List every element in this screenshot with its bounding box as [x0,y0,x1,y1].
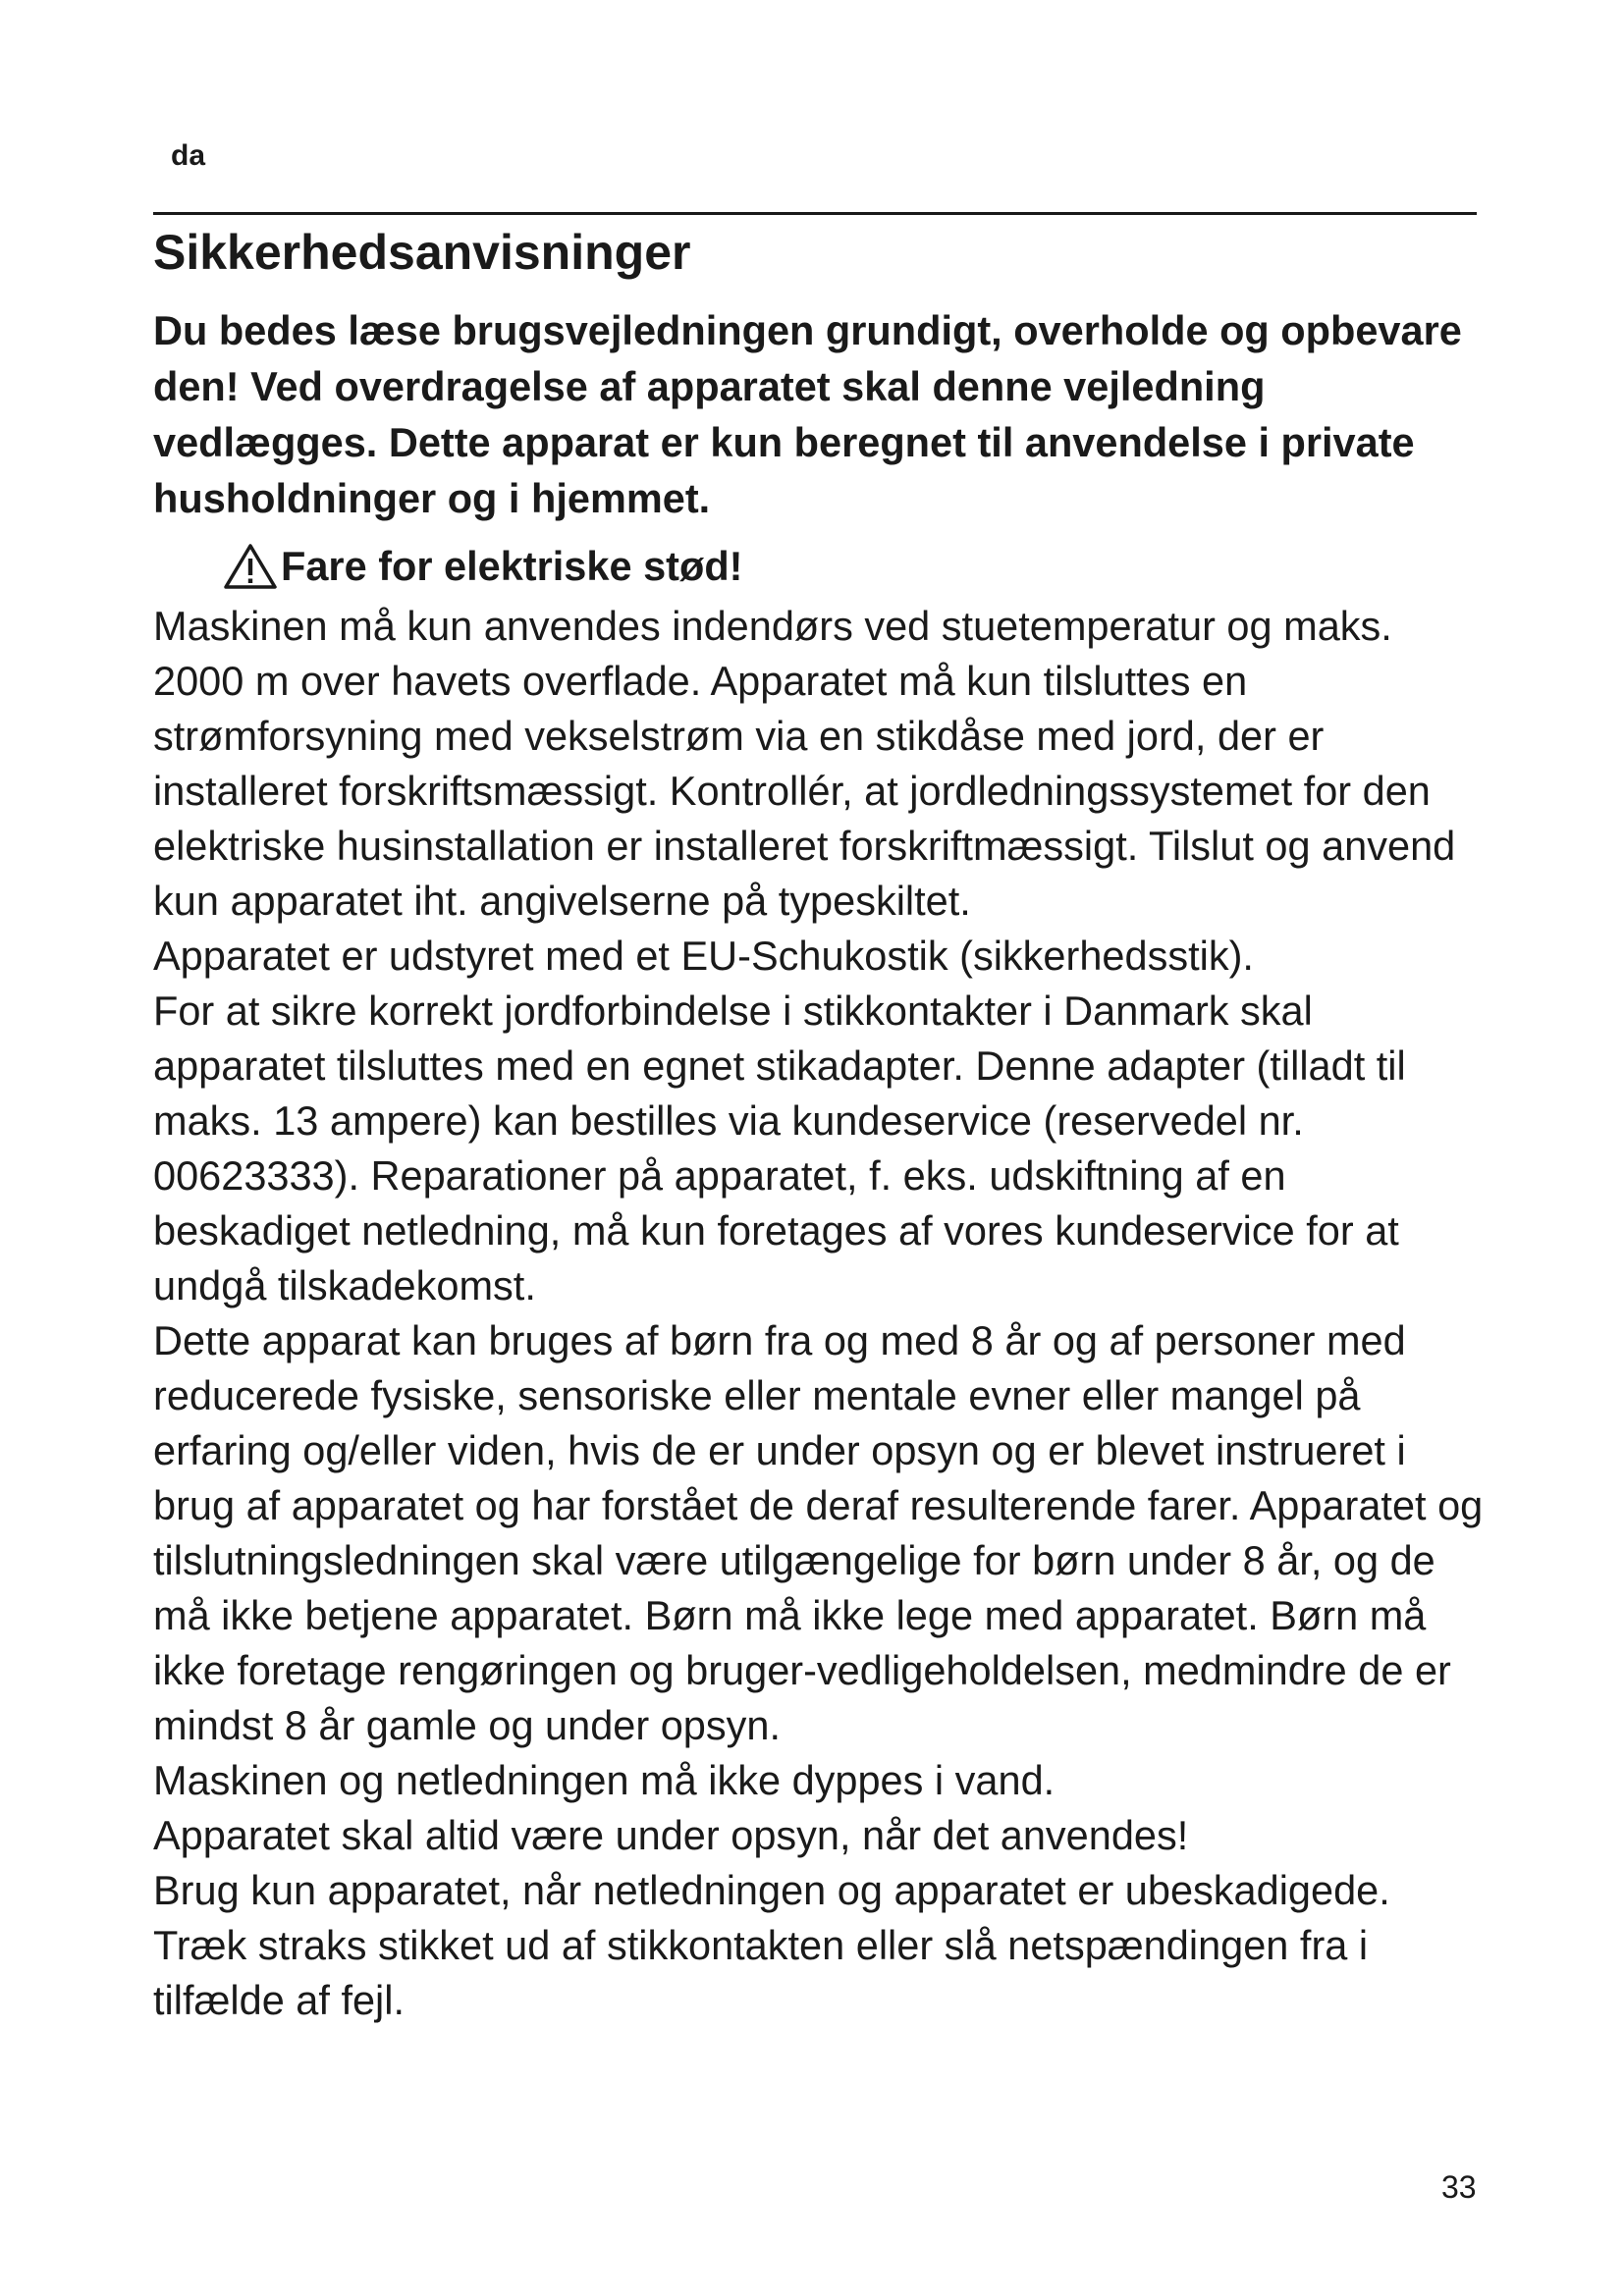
warning-heading-row [222,542,743,591]
body-text [153,599,1489,2028]
language-code: da [171,139,206,172]
page-number: 33 [1441,2169,1477,2205]
header-divider [153,212,1477,215]
section-title: Sikkerhedsanvisninger [153,225,691,280]
paragraph: Dette apparat kan bruges af børn fra og med 8 år og af personer med reducerede fysiske, sensoriske eller mentale evner eller mangel på erfaring og/eller viden, hvis de er under opsyn og er blevet instrueret i brug af apparatet og har forstået de deraf resulterende farer. Apparatet og tilslutningsledningen skal være utilgængelige for børn under 8 år, og de må ikke betjene apparatet. Børn må ikke lege med apparatet. Børn må ikke foretage rengøringen og bruger-vedligeholdelsen, medmindre de er mindst 8 år gamle og under opsyn. [153,1317,1484,1748]
warning-heading: Fare for elektriske stød! [281,543,743,589]
paragraph: Brug kun apparatet, når netledningen og apparatet er ubeskadigede. Træk straks stikket ud af stikkontakten eller slå netspændingen fra i tilfælde af fejl. [153,1867,1390,2023]
paragraph: Maskinen må kun anvendes indendørs ved stuetemperatur og maks. 2000 m over havets overflade. Apparatet må kun tilsluttes en strømforsyning med vekselstrøm via en stikdåse med jord, der er installeret forskriftsmæssigt. Kontrollér, at jordledningssystemet for den elektriske husinstallation er installeret forskriftmæssigt. Tilslut og anvend kun apparatet iht. angivelserne på typeskiltet. [153,603,1456,924]
intro-text: Du bedes læse brugsvejledningen grundigt, overholde og opbevare den! Ved overdragelse af apparatet skal denne vejledning vedlægges. Dette apparat er kun beregnet til anvendelse i private husholdninger og i hjemmet. [153,307,1462,521]
paragraph: Apparatet skal altid være under opsyn, når det anvendes! [153,1812,1189,1858]
paragraph: Apparatet er udstyret med et EU-Schukostik (sikkerhedsstik). [153,933,1254,979]
paragraph: Maskinen og netledningen må ikke dyppes i vand. [153,1757,1056,1803]
warning-triangle-icon [222,542,279,591]
paragraph: For at sikre korrekt jordforbindelse i stikkontakter i Danmark skal apparatet tilsluttes med en egnet stikadapter. Denne adapter (tilladt til maks. 13 ampere) kan bestilles via kundeservice (reservedel nr. 00623333). Reparationer på apparatet, f. eks. udskiftning af en beskadiget netledning, må kun foretages af vores kundeservice for at undgå tilskadekomst. [153,988,1406,1308]
